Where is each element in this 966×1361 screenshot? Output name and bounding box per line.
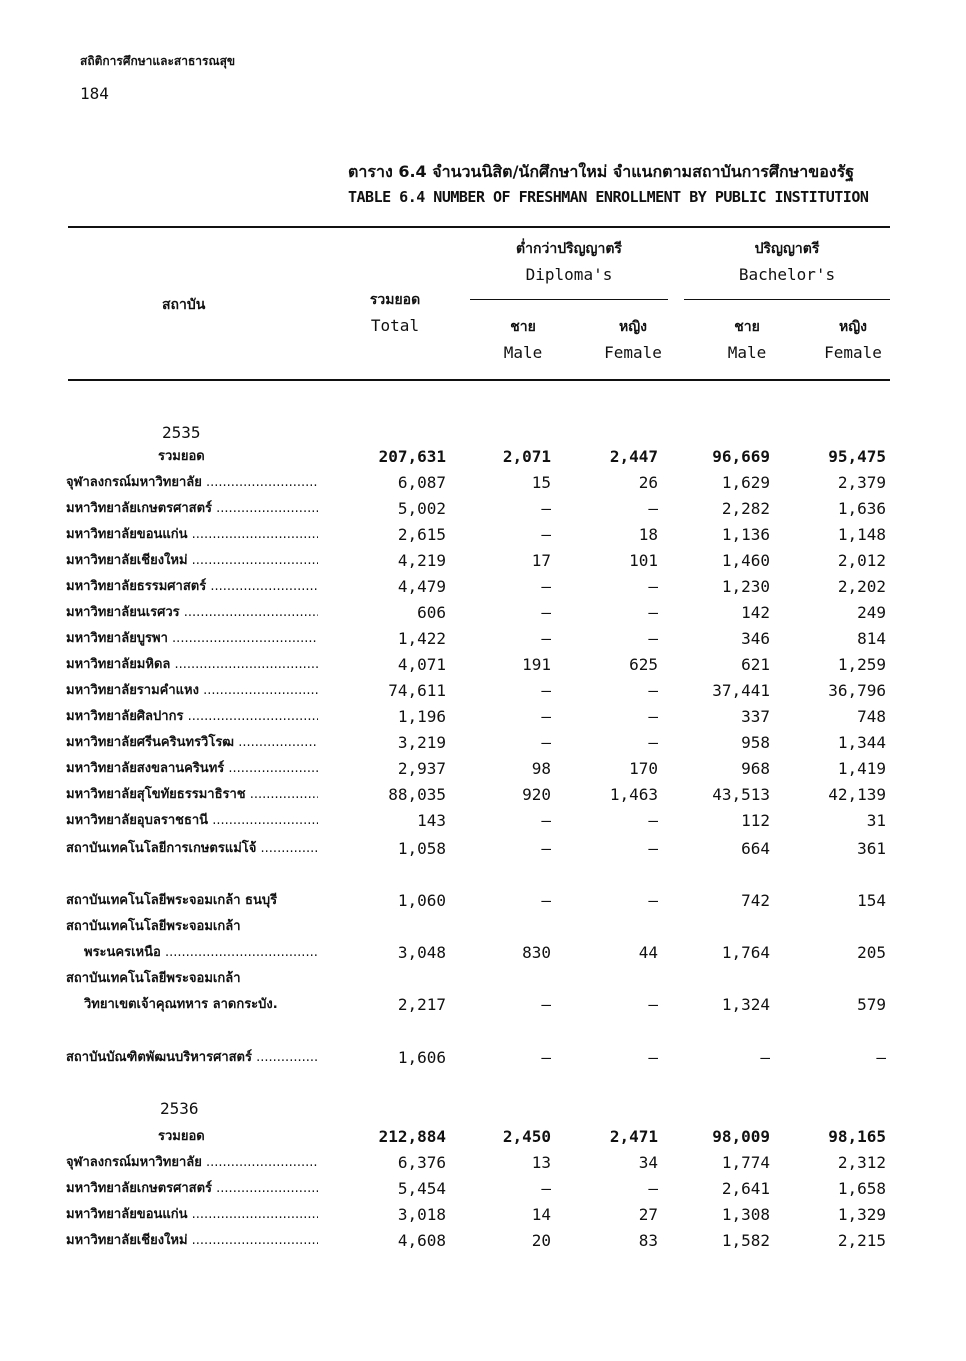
female-header-thai: หญิง [619, 319, 647, 335]
cell-diploma-male: – [541, 603, 551, 622]
cell-diploma-female: – [648, 499, 658, 518]
table-row [66, 1228, 896, 1254]
cell-bachelor-female: 42,139 [828, 785, 886, 804]
table-title-english: TABLE 6.4 NUMBER OF FRESHMAN ENROLLMENT BY PUBLIC INSTITUTION [348, 188, 869, 206]
cell-total: 6,087 [397, 473, 446, 492]
cell-bachelor-male: 1,774 [721, 1153, 770, 1172]
cell-diploma-male: – [541, 499, 551, 518]
cell-bachelor-female: 98,165 [828, 1127, 886, 1146]
cell-diploma-female: 44 [638, 943, 658, 962]
cell-diploma-male: – [541, 525, 551, 544]
row-label: มหาวิทยาลัยรามคำแหง ..... [66, 678, 318, 704]
cell-bachelor-male: 1,764 [721, 943, 770, 962]
cell-diploma-male: – [541, 811, 551, 830]
diploma-header-english: Diploma's [525, 265, 613, 284]
cell-bachelor-male: 37,441 [712, 681, 770, 700]
table-header-bottom-rule [68, 379, 890, 381]
bachelor-male-header [710, 314, 784, 366]
cell-diploma-female: 34 [638, 1153, 658, 1172]
cell-diploma-female: 101 [629, 551, 658, 570]
row-label: มหาวิทยาลัยเชียงใหม่ ..... [66, 1228, 318, 1254]
cell-bachelor-male: 1,629 [721, 473, 770, 492]
cell-diploma-female: – [648, 1179, 658, 1198]
cell-diploma-male: 20 [531, 1231, 551, 1250]
year-label-2536: 2536 [160, 1099, 199, 1118]
cell-bachelor-male: 43,513 [712, 785, 770, 804]
cell-total: 5,002 [397, 499, 446, 518]
table-row-total-2536 [66, 1124, 896, 1150]
year-label-2535: 2535 [162, 423, 201, 442]
male-header-thai: ชาย [510, 319, 536, 335]
cell-bachelor-female: 154 [857, 891, 886, 910]
table-row [66, 940, 896, 966]
row-label: มหาวิทยาลัยอุบลราชธานี ..... [66, 808, 318, 834]
table-row [66, 470, 896, 496]
cell-diploma-male: 2,071 [502, 447, 551, 466]
row-label: รวมยอด [158, 449, 205, 464]
cell-total: 5,454 [397, 1179, 446, 1198]
cell-diploma-male: – [541, 839, 551, 858]
row-label-continued: วิทยาเขตเจ้าคุณทหาร ลาดกระบัง. [84, 997, 278, 1012]
cell-total: 606 [417, 603, 446, 622]
cell-bachelor-female: 31 [866, 811, 886, 830]
cell-total: 143 [417, 811, 446, 830]
cell-bachelor-male: 1,308 [721, 1205, 770, 1224]
cell-bachelor-male: 142 [741, 603, 770, 622]
cell-bachelor-male: 98,009 [712, 1127, 770, 1146]
diploma-male-header [486, 314, 560, 366]
cell-diploma-female: 625 [629, 655, 658, 674]
table-row [66, 1176, 896, 1202]
cell-bachelor-male: 621 [741, 655, 770, 674]
cell-diploma-female: – [648, 839, 658, 858]
male-header-thai: ชาย [734, 319, 760, 335]
cell-diploma-female: 26 [638, 473, 658, 492]
bachelor-group-header [684, 236, 890, 288]
cell-bachelor-female: 2,215 [837, 1231, 886, 1250]
row-label: สถาบันเทคโนโลยีพระจอมเกล้า [66, 971, 241, 986]
cell-bachelor-male: 96,669 [712, 447, 770, 466]
cell-diploma-male: 830 [522, 943, 551, 962]
table-row [66, 1150, 896, 1176]
table-row [66, 600, 896, 626]
cell-diploma-female: – [648, 1048, 658, 1067]
cell-diploma-female: 83 [638, 1231, 658, 1250]
row-label: มหาวิทยาลัยศรีนครินทรวิโรฒ ..... [66, 730, 318, 756]
cell-total: 2,217 [397, 995, 446, 1014]
cell-total: 1,196 [397, 707, 446, 726]
cell-bachelor-female: – [876, 1048, 886, 1067]
cell-bachelor-male: 1,460 [721, 551, 770, 570]
cell-total: 3,018 [397, 1205, 446, 1224]
cell-diploma-male: 17 [531, 551, 551, 570]
bachelor-span-rule [684, 299, 890, 300]
row-label-continued: พระนครเหนือ ..... [84, 940, 318, 966]
cell-bachelor-male: 2,641 [721, 1179, 770, 1198]
table-row [66, 1202, 896, 1228]
cell-bachelor-male: 337 [741, 707, 770, 726]
diploma-span-rule [470, 299, 668, 300]
table-row-label-line [66, 966, 896, 992]
row-label: มหาวิทยาลัยนเรศวร ..... [66, 600, 318, 626]
cell-diploma-male: 15 [531, 473, 551, 492]
page-number: 184 [80, 84, 109, 103]
cell-diploma-female: 2,471 [609, 1127, 658, 1146]
row-label: มหาวิทยาลัยธรรมศาสตร์ ..... [66, 574, 318, 600]
total-column-header [355, 287, 435, 339]
bachelor-header-english: Bachelor's [738, 265, 836, 284]
cell-total: 6,376 [397, 1153, 446, 1172]
cell-diploma-male: – [541, 707, 551, 726]
cell-diploma-female: – [648, 811, 658, 830]
cell-diploma-male: – [541, 1048, 551, 1067]
table-title-thai: ตาราง 6.4 จำนวนนิสิต/นักศึกษาใหม่ จำแนกตามสถาบันการศึกษาของรัฐ [348, 162, 855, 181]
table-row [66, 730, 896, 756]
female-header-english: Female [604, 343, 662, 362]
cell-bachelor-male: 958 [741, 733, 770, 752]
cell-diploma-male: – [541, 733, 551, 752]
cell-total: 1,060 [397, 891, 446, 910]
cell-diploma-female: 2,447 [609, 447, 658, 466]
table-row-total-2535 [66, 444, 896, 470]
cell-diploma-female: 1,463 [609, 785, 658, 804]
cell-bachelor-female: 579 [857, 995, 886, 1014]
table-row [66, 496, 896, 522]
total-header-thai: รวมยอด [369, 292, 421, 308]
cell-bachelor-male: – [760, 1048, 770, 1067]
cell-total: 4,608 [397, 1231, 446, 1250]
cell-bachelor-female: 1,148 [837, 525, 886, 544]
row-label: มหาวิทยาลัยขอนแก่น ..... [66, 522, 318, 548]
cell-diploma-male: 98 [531, 759, 551, 778]
cell-bachelor-female: 1,344 [837, 733, 886, 752]
row-label: มหาวิทยาลัยเชียงใหม่ ..... [66, 548, 318, 574]
cell-bachelor-female: 1,658 [837, 1179, 886, 1198]
cell-diploma-female: – [648, 891, 658, 910]
row-label: รวมยอด [158, 1129, 205, 1144]
cell-total: 212,884 [378, 1127, 446, 1146]
cell-diploma-female: – [648, 603, 658, 622]
table-row [66, 782, 896, 808]
cell-bachelor-female: 205 [857, 943, 886, 962]
cell-bachelor-male: 664 [741, 839, 770, 858]
cell-diploma-male: – [541, 891, 551, 910]
cell-bachelor-female: 814 [857, 629, 886, 648]
cell-diploma-male: 13 [531, 1153, 551, 1172]
cell-bachelor-female: 2,012 [837, 551, 886, 570]
cell-total: 2,615 [397, 525, 446, 544]
cell-diploma-female: – [648, 629, 658, 648]
cell-diploma-male: – [541, 629, 551, 648]
table-top-rule [68, 226, 890, 228]
bachelor-header-thai: ปริญญาตรี [754, 241, 820, 257]
cell-total: 1,422 [397, 629, 446, 648]
cell-total: 1,058 [397, 839, 446, 858]
cell-bachelor-male: 346 [741, 629, 770, 648]
cell-total: 4,219 [397, 551, 446, 570]
cell-bachelor-female: 2,379 [837, 473, 886, 492]
cell-total: 88,035 [388, 785, 446, 804]
row-label: สถาบันเทคโนโลยีการเกษตรแม่โจ้ ..... [66, 836, 318, 862]
cell-diploma-male: – [541, 995, 551, 1014]
table-row [66, 836, 896, 862]
female-header-thai: หญิง [839, 319, 867, 335]
total-header-english: Total [370, 316, 420, 335]
cell-bachelor-female: 748 [857, 707, 886, 726]
cell-bachelor-female: 249 [857, 603, 886, 622]
male-header-english: Male [727, 343, 767, 362]
cell-bachelor-female: 36,796 [828, 681, 886, 700]
cell-diploma-female: – [648, 733, 658, 752]
table-row [66, 548, 896, 574]
table-row [66, 522, 896, 548]
cell-total: 4,071 [397, 655, 446, 674]
cell-total: 2,937 [397, 759, 446, 778]
cell-bachelor-female: 1,636 [837, 499, 886, 518]
cell-bachelor-male: 1,136 [721, 525, 770, 544]
diploma-header-thai: ต่ำกว่าปริญญาตรี [516, 241, 622, 257]
cell-bachelor-male: 2,282 [721, 499, 770, 518]
male-header-english: Male [503, 343, 543, 362]
institution-column-header: สถาบัน [162, 297, 206, 313]
row-label: สถาบันบัณฑิตพัฒนบริหารศาสตร์ ..... [66, 1045, 318, 1071]
cell-diploma-male: 14 [531, 1205, 551, 1224]
table-row [66, 626, 896, 652]
row-label: มหาวิทยาลัยบูรพา ..... [66, 626, 318, 652]
table-row [66, 992, 896, 1018]
cell-bachelor-male: 1,582 [721, 1231, 770, 1250]
cell-bachelor-female: 2,312 [837, 1153, 886, 1172]
cell-total: 3,048 [397, 943, 446, 962]
table-row [66, 1045, 896, 1071]
diploma-female-header [596, 314, 670, 366]
cell-diploma-female: – [648, 681, 658, 700]
cell-diploma-female: – [648, 707, 658, 726]
table-row [66, 652, 896, 678]
row-label: จุฬาลงกรณ์มหาวิทยาลัย ..... [66, 1150, 318, 1176]
row-label: มหาวิทยาลัยเกษตรศาสตร์ ..... [66, 496, 318, 522]
cell-diploma-male: – [541, 1179, 551, 1198]
cell-bachelor-male: 1,324 [721, 995, 770, 1014]
row-label: มหาวิทยาลัยเกษตรศาสตร์ ..... [66, 1176, 318, 1202]
table-row [66, 756, 896, 782]
cell-diploma-female: – [648, 577, 658, 596]
cell-diploma-female: 18 [638, 525, 658, 544]
bachelor-female-header [816, 314, 890, 366]
row-label: สถาบันเทคโนโลยีพระจอมเกล้า ธนบุรี [66, 893, 278, 908]
row-label: สถาบันเทคโนโลยีพระจอมเกล้า [66, 919, 241, 934]
cell-bachelor-male: 112 [741, 811, 770, 830]
table-row [66, 574, 896, 600]
cell-bachelor-female: 1,259 [837, 655, 886, 674]
cell-total: 3,219 [397, 733, 446, 752]
diploma-group-header [470, 236, 668, 288]
cell-bachelor-male: 742 [741, 891, 770, 910]
cell-diploma-male: 191 [522, 655, 551, 674]
table-row [66, 808, 896, 834]
cell-bachelor-female: 95,475 [828, 447, 886, 466]
cell-bachelor-female: 1,329 [837, 1205, 886, 1224]
cell-diploma-female: 170 [629, 759, 658, 778]
table-row [66, 678, 896, 704]
running-head: สถิติการศึกษาและสาธารณสุข [80, 54, 236, 68]
cell-diploma-male: – [541, 577, 551, 596]
cell-bachelor-male: 968 [741, 759, 770, 778]
row-label: มหาวิทยาลัยศิลปากร ..... [66, 704, 318, 730]
cell-diploma-male: – [541, 681, 551, 700]
cell-diploma-female: 27 [638, 1205, 658, 1224]
row-label: มหาวิทยาลัยสุโขทัยธรรมาธิราช ..... [66, 782, 318, 808]
cell-bachelor-male: 1,230 [721, 577, 770, 596]
cell-total: 74,611 [388, 681, 446, 700]
female-header-english: Female [824, 343, 882, 362]
table-row [66, 888, 896, 914]
table-row-label-line [66, 914, 896, 940]
row-label: มหาวิทยาลัยมหิดล ..... [66, 652, 318, 678]
cell-bachelor-female: 2,202 [837, 577, 886, 596]
row-label: จุฬาลงกรณ์มหาวิทยาลัย ..... [66, 470, 318, 496]
cell-total: 4,479 [397, 577, 446, 596]
cell-diploma-female: – [648, 995, 658, 1014]
table-row [66, 704, 896, 730]
cell-total: 1,606 [397, 1048, 446, 1067]
cell-total: 207,631 [378, 447, 446, 466]
cell-diploma-male: 920 [522, 785, 551, 804]
row-label: มหาวิทยาลัยสงขลานครินทร์ ..... [66, 756, 318, 782]
cell-bachelor-female: 361 [857, 839, 886, 858]
cell-diploma-male: 2,450 [502, 1127, 551, 1146]
row-label: มหาวิทยาลัยขอนแก่น ..... [66, 1202, 318, 1228]
cell-bachelor-female: 1,419 [837, 759, 886, 778]
